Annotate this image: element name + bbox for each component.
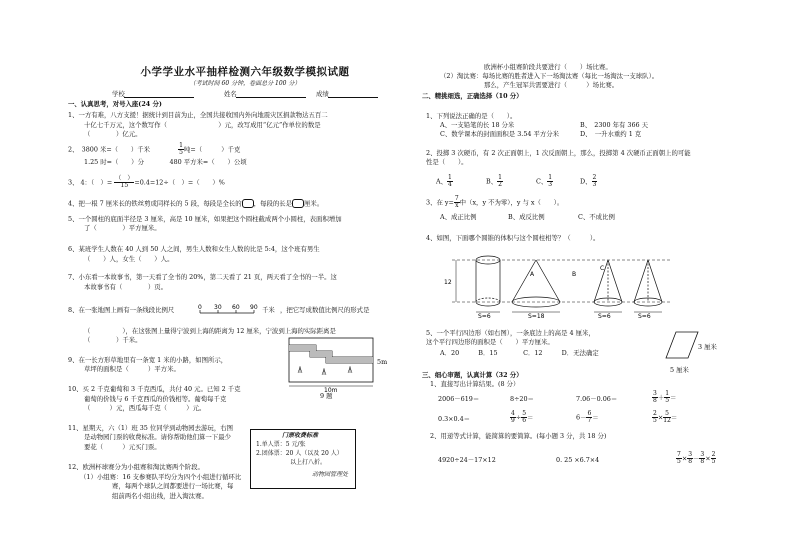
q4-answer-box-2[interactable] <box>292 199 304 208</box>
r-line1: 欧洲杯小组赛阶段共要进行（ ）场比赛。 <box>484 63 612 71</box>
q7-line1: 7、小东看一本故事书，第一天看了全书的 20%，第二天看了 21 页，两天看了全书的一半。这 <box>68 273 337 281</box>
q6-line2: （ ）人，女生（ ）人。 <box>84 255 174 263</box>
d1-item-3: 7.06－0.06＝ <box>576 395 618 403</box>
q8-line2: （ ），在这张图上量得宁波到上海的距离为 12 厘米，宁波到上海的实际距离是 <box>84 327 336 335</box>
q10-line2: 葡萄的价钱与 6 千克西瓜的价钱相等。葡萄每千克 <box>84 395 227 403</box>
q4-line: 4、把一根 7 厘米长的铁丝剪成同样长的 5 段，每段是全长的 ，每段的长是 厘米。 <box>68 199 324 208</box>
c5-line1: 5、一个平行四边形（如右图），一条底边上的高是 4 厘米， <box>426 329 595 337</box>
q9-width-label: 10m <box>324 387 338 394</box>
c3-stem: 3、在 y= $\frac{7}{x}$ 中（x，y 不为零），y 与 x（ ）。 <box>426 195 564 209</box>
cylinder-shape <box>476 256 500 306</box>
d1-item-5: 0.3×0.4＝ <box>438 415 471 423</box>
q10-line3: （ ）元，西瓜每千克（ ）元。 <box>84 404 206 412</box>
c1-option-a: A、一支铅笔的长 18 分米 <box>440 121 515 129</box>
q8-line1-pre: 8、在一张地图上画有一条线段比例尺 <box>68 306 175 314</box>
q3-line: 3、 4：（ ）= $\frac{( )}{15}$ =0.4=12÷（ ）=（ ）% <box>68 175 225 189</box>
cone-c-base-label: S=6 <box>598 313 611 320</box>
d1-item-4: $\frac{3}{8}$ ＋ $\frac{1}{5}$ ＝ <box>653 390 677 404</box>
q8-tick-0: 0 <box>198 304 202 311</box>
c1-option-b: B、 2300 年有 366 天 <box>580 121 649 129</box>
q2-line1: 2、 3800 米=（ ）千米 $\frac{1}{5}$ 吨=（ ）千克 <box>68 142 241 156</box>
name-field[interactable] <box>236 97 306 98</box>
q2-line2: 1.25 时=（ ）分 480 平方米=（ ）公顷 <box>84 158 247 166</box>
d2-heading: 2、用递等式计算，能简算的要简算。(每小题 3 分，共 18 分) <box>430 432 607 440</box>
ticket-line-3: 以上打八折。 <box>290 459 327 466</box>
q8-scale-unit: 千米 <box>262 306 275 314</box>
q8-line3: （ ）千米。 <box>84 336 142 344</box>
q8-line1-post: ，把它写成数值比例尺的形式是 <box>280 306 370 314</box>
q5-line1: 5、一个圆柱的底面半径是 3 厘米，高是 10 厘米，如果把这个圆柱截成两个小圆柱，表面积增加 <box>68 215 342 223</box>
q7-line2: 本故事书有（ ）页。 <box>84 283 168 291</box>
ticket-sign: 动物园管理处 <box>312 471 349 478</box>
d1-item-2: 8÷20＝ <box>510 395 534 403</box>
c1-stem: 1、下列说法正确的是（ ）。 <box>426 112 517 120</box>
school-field[interactable] <box>124 97 194 98</box>
d2-item-2: 0. 25 ×6.7×4 <box>556 456 600 464</box>
q9-line2: 草坪的面积是（ ）平方米。 <box>84 365 180 373</box>
cylinder-base-label: S=6 <box>478 313 491 320</box>
c2-option-a[interactable]: A、 $\frac{1}{4}$ <box>436 174 452 188</box>
q11-line2: 是动物园门票的收费标准。请你帮助他们算一下最少 <box>84 433 231 441</box>
c2-option-c[interactable]: C、 $\frac{1}{3}$ <box>536 174 553 188</box>
q8-scale-bar <box>188 303 260 317</box>
c1-option-c: C、数学课本的封面面积是 3.54 平方分米 <box>440 130 560 138</box>
q10-line1: 10、买 2 千克葡萄和 3 千克西瓜，共付 40 元。已知 2 千克 <box>68 385 241 393</box>
d1-item-7: 6－ $\frac{6}{7}$ ＝ <box>576 410 599 424</box>
d1-heading: 1、直接写出计算结果。(8 分） <box>430 380 520 388</box>
q3-fraction: $\frac{( )}{15}$ <box>115 175 134 189</box>
r-line2: （2）淘汰赛：每场比赛的胜者进入下一场淘汰赛（每比一场淘汰一支球队）。 <box>440 72 659 80</box>
ticket-line-1: 1.单人票：5 元/张 <box>256 441 306 448</box>
d2-item-1: 4920÷24－17×12 <box>438 456 496 464</box>
c5-line2: 这个平行四边形的面积是（ ）平方厘米。 <box>426 338 554 346</box>
school-label: 学校 <box>112 90 125 98</box>
ticket-title: 门票收费标准 <box>282 432 319 439</box>
q2-fraction: $\frac{1}{5}$ <box>179 142 183 156</box>
q9-height-label: 5m <box>377 358 388 366</box>
d2-item-3: $\frac{7}{5}$ × $\frac{3}{8}$ － $\frac{3}{8}$ × $\frac{2}{5}$ <box>677 451 716 465</box>
q4-answer-box-1[interactable] <box>242 199 254 208</box>
c3-option-c[interactable]: C、不成比例 <box>578 213 615 221</box>
r-line3: 那么，产生冠军共需要进行（ ）场比赛。 <box>484 81 619 89</box>
c5-base-label: 5 厘米 <box>670 366 689 374</box>
q12-line3: 赛，每两个球队之间都要进行一场比赛，每 <box>112 482 234 490</box>
c5-side-label: 3 厘米 <box>698 343 717 351</box>
section-1-heading: 一、认真思考，对号入座(24 分) <box>68 100 162 108</box>
cone-a-base-label: S=18 <box>528 313 545 320</box>
section-2-heading: 二、精挑细选，正确选择（10 分） <box>422 92 523 100</box>
d1-item-1: 2006－619＝ <box>438 395 480 403</box>
c4-height-label: 12 <box>444 279 452 286</box>
cone-b-label: B <box>572 271 577 278</box>
q8-tick-60: 60 <box>232 304 240 311</box>
d1-item-8: $\frac{2}{5}$ × $\frac{5}{12}$ ＝ <box>653 410 678 424</box>
q9-caption: 9 题 <box>320 392 333 400</box>
score-field[interactable] <box>328 97 378 98</box>
c5-options: A．20 B．15 C．12 D．无法确定 <box>440 349 599 357</box>
c1-option-d: D、 一升水重约 1 克 <box>580 130 642 138</box>
c4-solids-figure <box>442 246 672 324</box>
q5-line2: 了（ ）平方厘米。 <box>84 224 161 232</box>
q1-line3: （ ）亿元。 <box>84 130 142 138</box>
q11-line3: 要花（ ）元买门票。 <box>84 443 161 451</box>
cone-d-shape <box>634 260 662 306</box>
q8-tick-90: 90 <box>250 304 258 311</box>
q9-lawn-figure <box>288 337 374 397</box>
q6-line1: 6、某班学生人数在 40 人到 50 人之间，男生人数和女生人数的比是 5:4，这个班有男生 <box>68 245 320 253</box>
name-label: 姓名 <box>224 90 237 98</box>
section-3-heading: 三、细心审题，认真计算（32 分） <box>422 371 523 379</box>
d1-item-6: $\frac{4}{9}$ ÷ $\frac{5}{6}$ ＝ <box>511 410 534 424</box>
c2-option-b[interactable]: B、 $\frac{1}{2}$ <box>486 174 502 188</box>
cone-c-label: C <box>600 265 605 272</box>
c2-line2: 性是（ ）。 <box>426 158 468 166</box>
c5-parallelogram-figure <box>660 330 700 362</box>
c3-option-a[interactable]: A、成正比例 <box>440 213 477 221</box>
q12-line4: 组前两名小组出线，进入淘汰赛。 <box>112 492 208 500</box>
q9-line1: 9、在一长方形草地里有一条宽 1 米的小路，如图所示， <box>68 356 228 364</box>
cone-d-base-label: S=6 <box>638 313 651 320</box>
q1-line2: 十亿七千万元，这个数写作（ ）元，改写成用“亿元”作单位的数是 <box>84 121 321 129</box>
q1-line1: 1、一方有难，八方支援！据统计到目前为止，全国共接收国内外向地震灾区捐款物达五百二 <box>68 111 328 119</box>
q8-tick-30: 30 <box>214 304 222 311</box>
cone-a-label: A <box>530 271 535 278</box>
cone-c-shape <box>594 260 622 306</box>
page-title: 小学学业水平抽样检测六年级数学模拟试题 <box>140 66 350 78</box>
q12-line1: 12、欧洲杯球赛分为小组赛和淘汰赛两个阶段。 <box>68 463 204 471</box>
score-label: 成绩 <box>316 90 329 98</box>
page-subtitle: （考试时间 60 分钟，卷面总分 100 分） <box>189 80 301 87</box>
c3-option-b[interactable]: B、成反比例 <box>508 213 545 221</box>
c2-line1: 2、投掷 3 次硬币，有 2 次正面朝上，1 次反面朝上，那么，投掷第 4 次硬币正面朝上的可能 <box>426 149 691 157</box>
c2-option-d[interactable]: D、 $\frac{2}{3}$ <box>580 174 597 188</box>
cone-a-shape <box>512 260 560 307</box>
c4-stem: 4、如图，下面哪个圆锥的体积与这个圆柱相等？（ ）。 <box>426 234 600 242</box>
q11-line1: 11、星期天，六（1）班 35 位同学到动物园去游玩，右图 <box>68 424 233 432</box>
q12-line2: （1）小组赛：16 支参赛队平均分为四个小组进行循环比 <box>80 473 242 481</box>
ticket-line-2: 2.团体票：20 人（以及 20 人） <box>256 450 343 457</box>
